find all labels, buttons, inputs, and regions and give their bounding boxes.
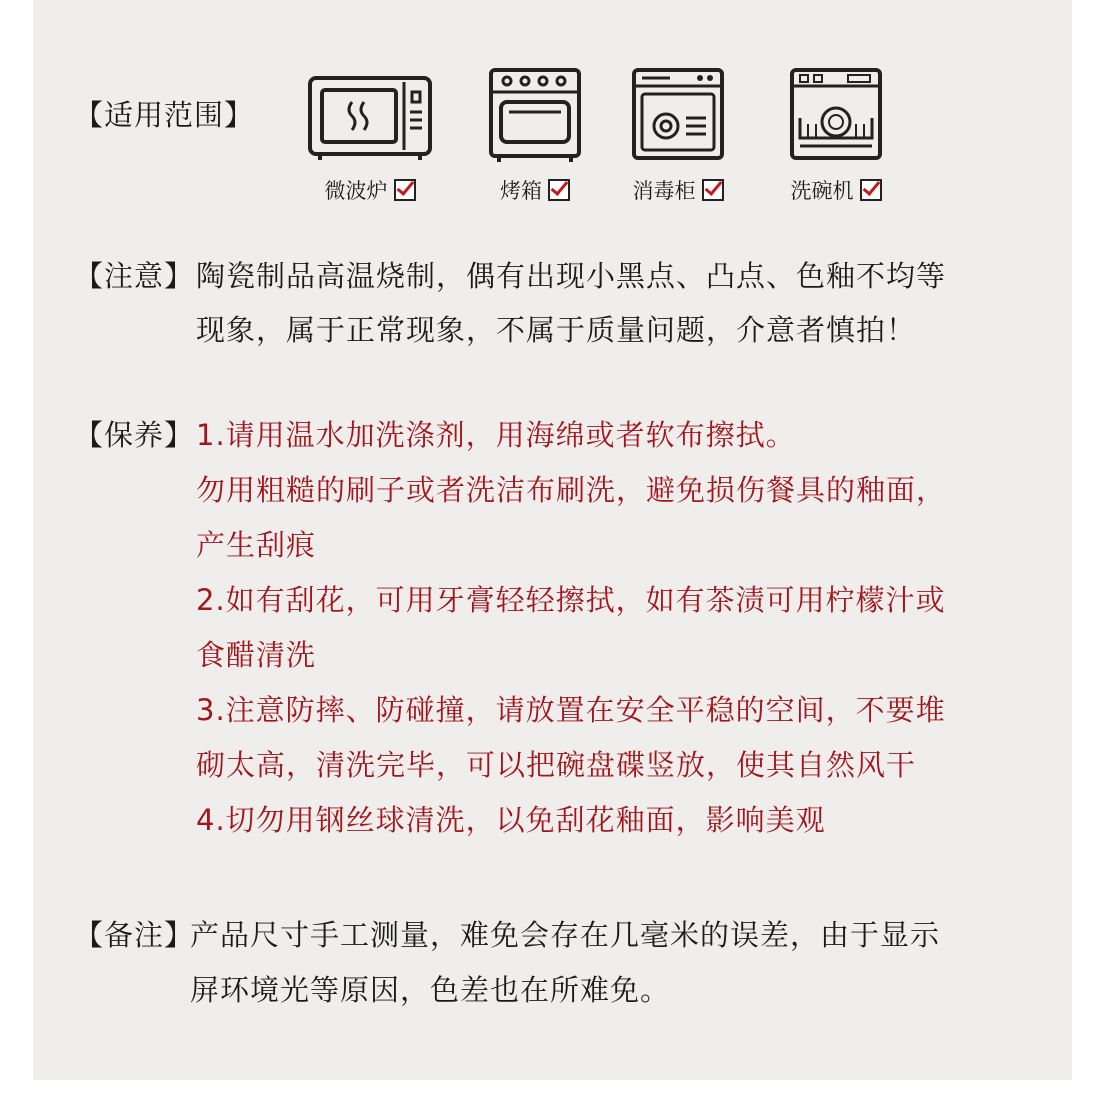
appliance-name: 烤箱 — [500, 179, 542, 203]
notice-line: 现象，属于正常现象，不属于质量问题，介意者慎拍！ — [196, 313, 917, 347]
microwave-icon — [306, 72, 434, 164]
care-line: 勿用粗糙的刷子或者洗洁布刷洗，避免损伤餐具的釉面， — [196, 473, 947, 507]
care-line: 3.注意防摔、防碰撞，请放置在安全平稳的空间，不要堆 — [196, 693, 946, 727]
appliance-name: 微波炉 — [324, 179, 388, 203]
remark-label: 【备注】 — [74, 918, 195, 952]
appliance-oven — [465, 66, 605, 204]
appliance-name: 洗碗机 — [790, 179, 854, 203]
care-label: 【保养】 — [74, 418, 195, 452]
checkbox-checked-icon — [548, 179, 570, 201]
appliance-dishwasher — [766, 66, 906, 204]
care-line: 1.请用温水加洗涤剂，用海绵或者软布擦拭。 — [196, 418, 796, 452]
checkbox-checked-icon — [394, 179, 416, 201]
appliance-caption-dishwasher — [766, 178, 906, 204]
care-line: 产生刮痕 — [196, 528, 317, 562]
appliance-microwave — [300, 72, 440, 204]
oven-icon — [485, 66, 585, 164]
appliance-caption-oven — [465, 178, 605, 204]
remark-line: 产品尺寸手工测量，难免会存在几毫米的误差，由于显示 — [190, 918, 941, 952]
appliance-name: 消毒柜 — [632, 179, 696, 203]
scope-label: 【适用范围】 — [74, 98, 255, 132]
sterilizer-cabinet-icon — [630, 66, 726, 164]
care-line: 2.如有刮花，可用牙膏轻轻擦拭，如有茶渍可用柠檬汁或 — [196, 583, 946, 617]
appliance-caption-microwave — [300, 178, 440, 204]
dishwasher-icon — [786, 66, 886, 164]
notice-line: 陶瓷制品高温烧制，偶有出现小黑点、凸点、色釉不均等 — [196, 259, 947, 293]
checkbox-checked-icon — [860, 179, 882, 201]
care-line: 砌太高，清洗完毕，可以把碗盘碟竖放，使其自然风干 — [196, 748, 917, 782]
notice-label: 【注意】 — [74, 259, 195, 293]
checkbox-checked-icon — [702, 179, 724, 201]
appliance-caption-sterilizer — [608, 178, 748, 204]
remark-line: 屏环境光等原因，色差也在所难免。 — [190, 973, 671, 1007]
care-line: 食醋清洗 — [196, 638, 317, 672]
appliance-sterilizer — [608, 66, 748, 204]
care-line: 4.切勿用钢丝球清洗，以免刮花釉面，影响美观 — [196, 803, 826, 837]
